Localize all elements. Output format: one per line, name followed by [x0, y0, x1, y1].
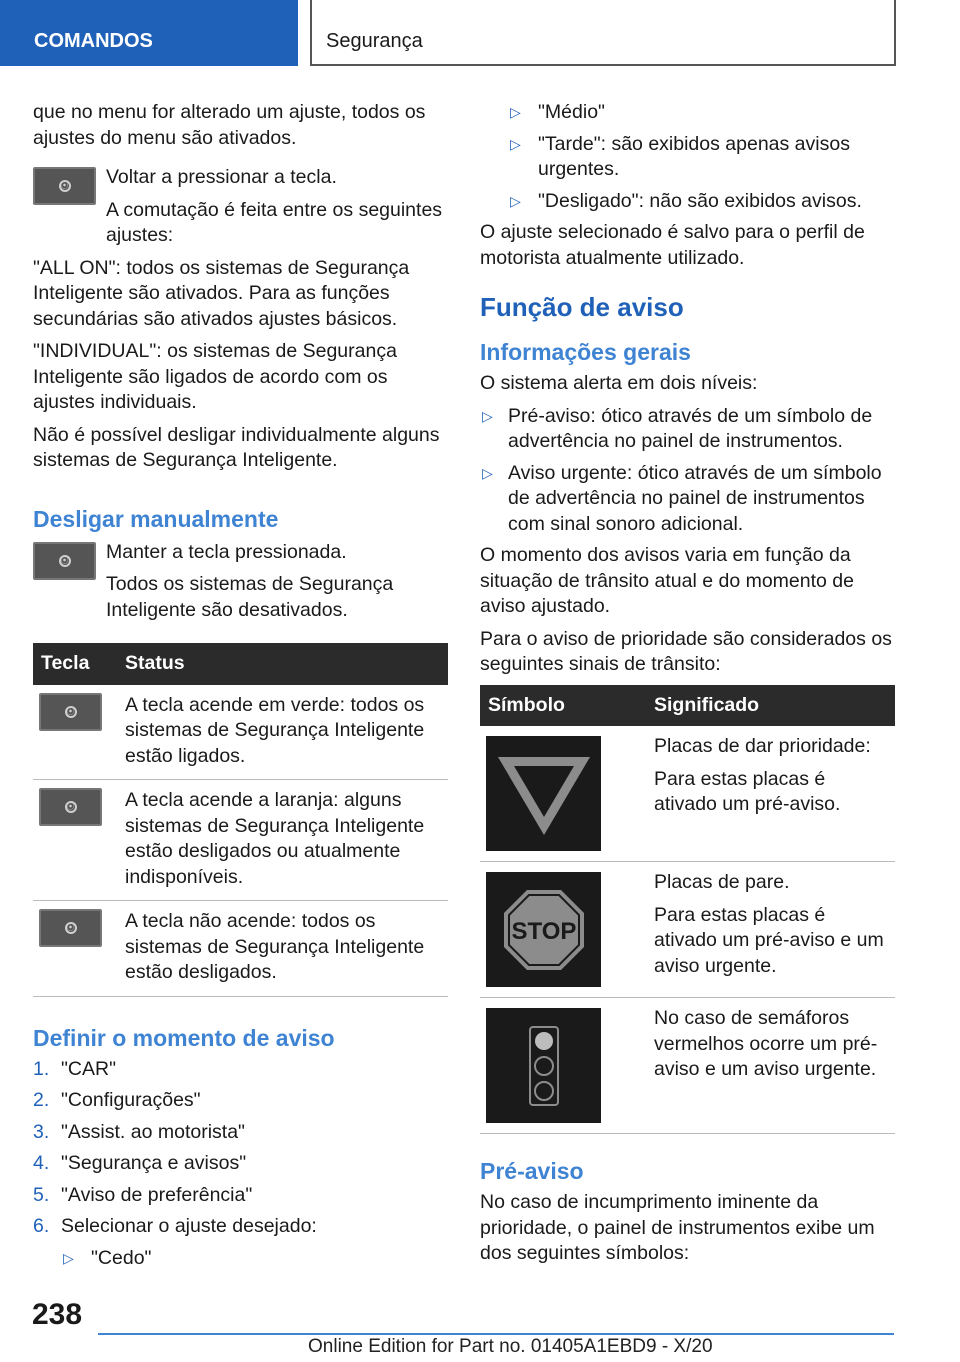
intro-paragraph: que no menu for alterado um ajuste, todos os ajustes do menu são ativados. — [33, 101, 426, 149]
list-item: ▷ Pré-aviso: ótico através de um símbolo de advertência no painel de instrumentos. — [482, 404, 873, 452]
right-column — [480, 100, 895, 1274]
heading-general-info: Informações gerais — [480, 339, 691, 365]
btn2-text: Manter a tecla pressionada. — [106, 540, 347, 563]
safety-button-icon: ⦿ — [33, 542, 96, 580]
button-instruction-2 — [33, 540, 448, 624]
traffic-light-icon — [486, 1008, 601, 1123]
safety-button-icon: ⦿ — [39, 693, 102, 731]
safety-button-icon: ⦿ — [39, 909, 102, 947]
meaning-text: Para estas placas é ativado um pré-aviso. — [654, 767, 841, 815]
meaning-text: Para estas placas é ativado um pré-aviso e um aviso urgente. — [654, 903, 884, 977]
levels-list — [480, 404, 895, 538]
list-item: 2. "Configurações" — [33, 1089, 201, 1111]
pre-warning-paragraph: No caso de incumprimento iminente da prioridade, o painel de instrumentos exibe um dos seguintes símbolos: — [480, 1191, 875, 1264]
meaning-text: Placas de pare. — [654, 871, 790, 893]
triangle-bullet-icon: ▷ — [63, 1249, 74, 1266]
list-item: ▷ Aviso urgente: ótico através de um símbolo de advertência no painel de instrumentos com sinal sonoro adicional. — [482, 461, 882, 535]
btn1-text: Voltar a pressionar a tecla. — [106, 166, 337, 188]
list-item: 3. "Assist. ao motorista" — [33, 1120, 245, 1143]
table-header-key: Tecla — [33, 643, 117, 685]
steps-list — [33, 1057, 448, 1240]
table-header-meaning: Significado — [646, 685, 895, 727]
triangle-bullet-icon: ▷ — [510, 135, 521, 152]
individual-paragraph: "INDIVIDUAL": os sistemas de Segurança Inteligente são ligados de acordo com os ajustes individuais. — [33, 340, 397, 413]
table-row — [33, 685, 448, 780]
all-on-paragraph: "ALL ON": todos os sistemas de Segurança Inteligente são ativados. Para as funções secundárias são ativados ajustes básicos. — [33, 256, 410, 330]
meaning-text: No caso de semáforos vermelhos ocorre um pré-aviso e um aviso urgente. — [654, 1007, 878, 1080]
list-item: ▷ "Médio" — [480, 100, 895, 126]
triangle-bullet-icon: ▷ — [510, 104, 521, 120]
stop-sign-icon — [486, 872, 601, 987]
triangle-bullet-icon: ▷ — [482, 407, 493, 424]
left-column — [33, 100, 448, 1277]
table-header-symbol: Símbolo — [480, 685, 646, 727]
sub-options-list — [33, 1246, 448, 1272]
header-title: Segurança — [310, 0, 896, 66]
meaning-text: Placas de dar prioridade: — [654, 735, 871, 757]
moment-paragraph: O momento dos avisos varia em função da situação de trânsito atual e do momento de aviso ajustado. — [480, 544, 854, 617]
heading-manual: Desligar manualmente — [33, 505, 279, 532]
saved-paragraph: O ajuste selecionado é salvo para o perfil de motorista atualmente utilizado. — [480, 221, 865, 269]
sub-options-list — [480, 100, 895, 214]
list-item: ▷ "Tarde": são exibidos apenas avisos urgentes. — [510, 132, 850, 180]
heading-pre-warning: Pré-aviso — [480, 1158, 584, 1184]
triangle-bullet-icon: ▷ — [510, 192, 521, 209]
status-table — [33, 643, 448, 997]
status-text: A tecla não acende: todos os sistemas de Segurança Inteligente estão desligados. — [117, 901, 448, 997]
heading-warning-function: Função de aviso — [480, 292, 684, 322]
list-item: ▷ "Desligado": não são exibidos avisos. — [480, 189, 895, 215]
page-number: 238 — [32, 1298, 83, 1331]
table-row — [33, 780, 448, 901]
not-possible-paragraph: Não é possível desligar individualmente alguns sistemas de Segurança Inteligente. — [33, 423, 440, 471]
heading-define: Definir o momento de aviso — [33, 1024, 335, 1051]
triangle-bullet-icon: ▷ — [482, 464, 493, 481]
button-instruction-1 — [33, 165, 448, 249]
header-section: COMANDOS — [0, 0, 298, 66]
list-item: 5. "Aviso de preferência" — [33, 1183, 253, 1206]
table-header-status: Status — [117, 643, 448, 685]
yield-sign-icon — [486, 736, 601, 851]
footer-edition: Online Edition for Part no. 01405A1EBD9 - X/20 — [308, 1336, 713, 1357]
btn1-text2: A comutação é feita entre os seguintes ajustes: — [106, 198, 443, 246]
safety-button-icon: ⦿ — [33, 167, 96, 205]
levels-paragraph: O sistema alerta em dois níveis: — [480, 372, 758, 394]
btn2-text2: Todos os sistemas de Segurança Inteligente são desativados. — [106, 573, 394, 621]
safety-button-icon: ⦿ — [39, 788, 102, 826]
status-text: A tecla acende a laranja: alguns sistemas de Segurança Inteligente estão desligados ou atualmente indisponíveis. — [117, 780, 448, 901]
table-row — [480, 862, 895, 998]
table-row — [480, 726, 895, 862]
stop-sign-label: STOP — [511, 917, 576, 945]
list-item: 6. Selecionar o ajuste desejado: — [33, 1215, 317, 1237]
footer-divider — [98, 1333, 894, 1335]
priority-paragraph: Para o aviso de prioridade são considerados os seguintes sinais de trânsito: — [480, 627, 892, 675]
list-item: 1. "CAR" — [33, 1057, 117, 1080]
status-text: A tecla acende em verde: todos os sistemas de Segurança Inteligente estão ligados. — [117, 685, 448, 780]
signs-table — [480, 685, 895, 1135]
table-row — [33, 901, 448, 997]
list-item: 4. "Segurança e avisos" — [33, 1152, 247, 1174]
table-row — [480, 998, 895, 1134]
list-item: ▷ "Cedo" — [33, 1246, 448, 1272]
